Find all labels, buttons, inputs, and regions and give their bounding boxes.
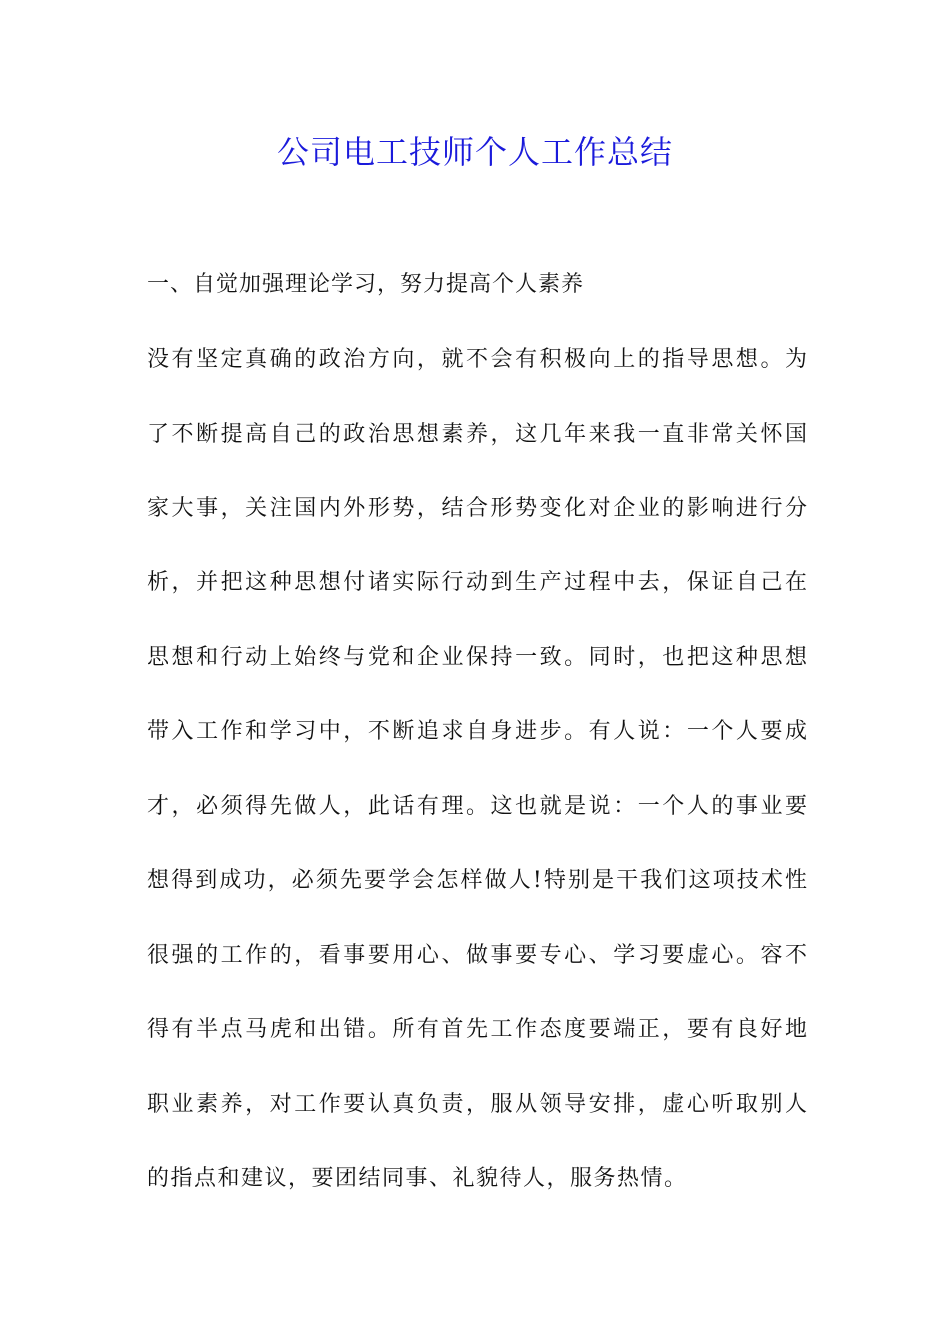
paragraph-line: 没有坚定真确的政治方向，就不会有积极向上的指导思想。为 [147,347,807,372]
paragraph-line: 想得到成功，必须先要学会怎样做人!特别是干我们这项技术性 [147,868,807,893]
paragraph-line: 析，并把这种思想付诸实际行动到生产过程中去，保证自己在 [147,570,807,595]
paragraph-line: 带入工作和学习中，不断追求自身进步。有人说：一个人要成 [147,719,807,744]
paragraph-line: 家大事，关注国内外形势，结合形势变化对企业的影响进行分 [147,496,807,521]
paragraph-line-last: 的指点和建议，要团结同事、礼貌待人，服务热情。 [147,1166,688,1191]
paragraph-line: 得有半点马虎和出错。所有首先工作态度要端正，要有良好地 [147,1017,807,1042]
paragraph-line: 很强的工作的，看事要用心、做事要专心、学习要虚心。容不 [147,943,807,968]
paragraph-line: 了不断提高自己的政治思想素养，这几年来我一直非常关怀国 [147,422,807,447]
document-title: 公司电工技师个人工作总结 [276,133,673,171]
paragraph-line: 职业素养，对工作要认真负责，服从领导安排，虚心听取别人 [147,1092,807,1117]
section-heading: 一、自觉加强理论学习，努力提高个人素养 [147,272,585,297]
paragraph-line: 思想和行动上始终与党和企业保持一致。同时，也把这种思想 [147,645,807,670]
paragraph-line: 才，必须得先做人，此话有理。这也就是说：一个人的事业要 [147,794,807,819]
